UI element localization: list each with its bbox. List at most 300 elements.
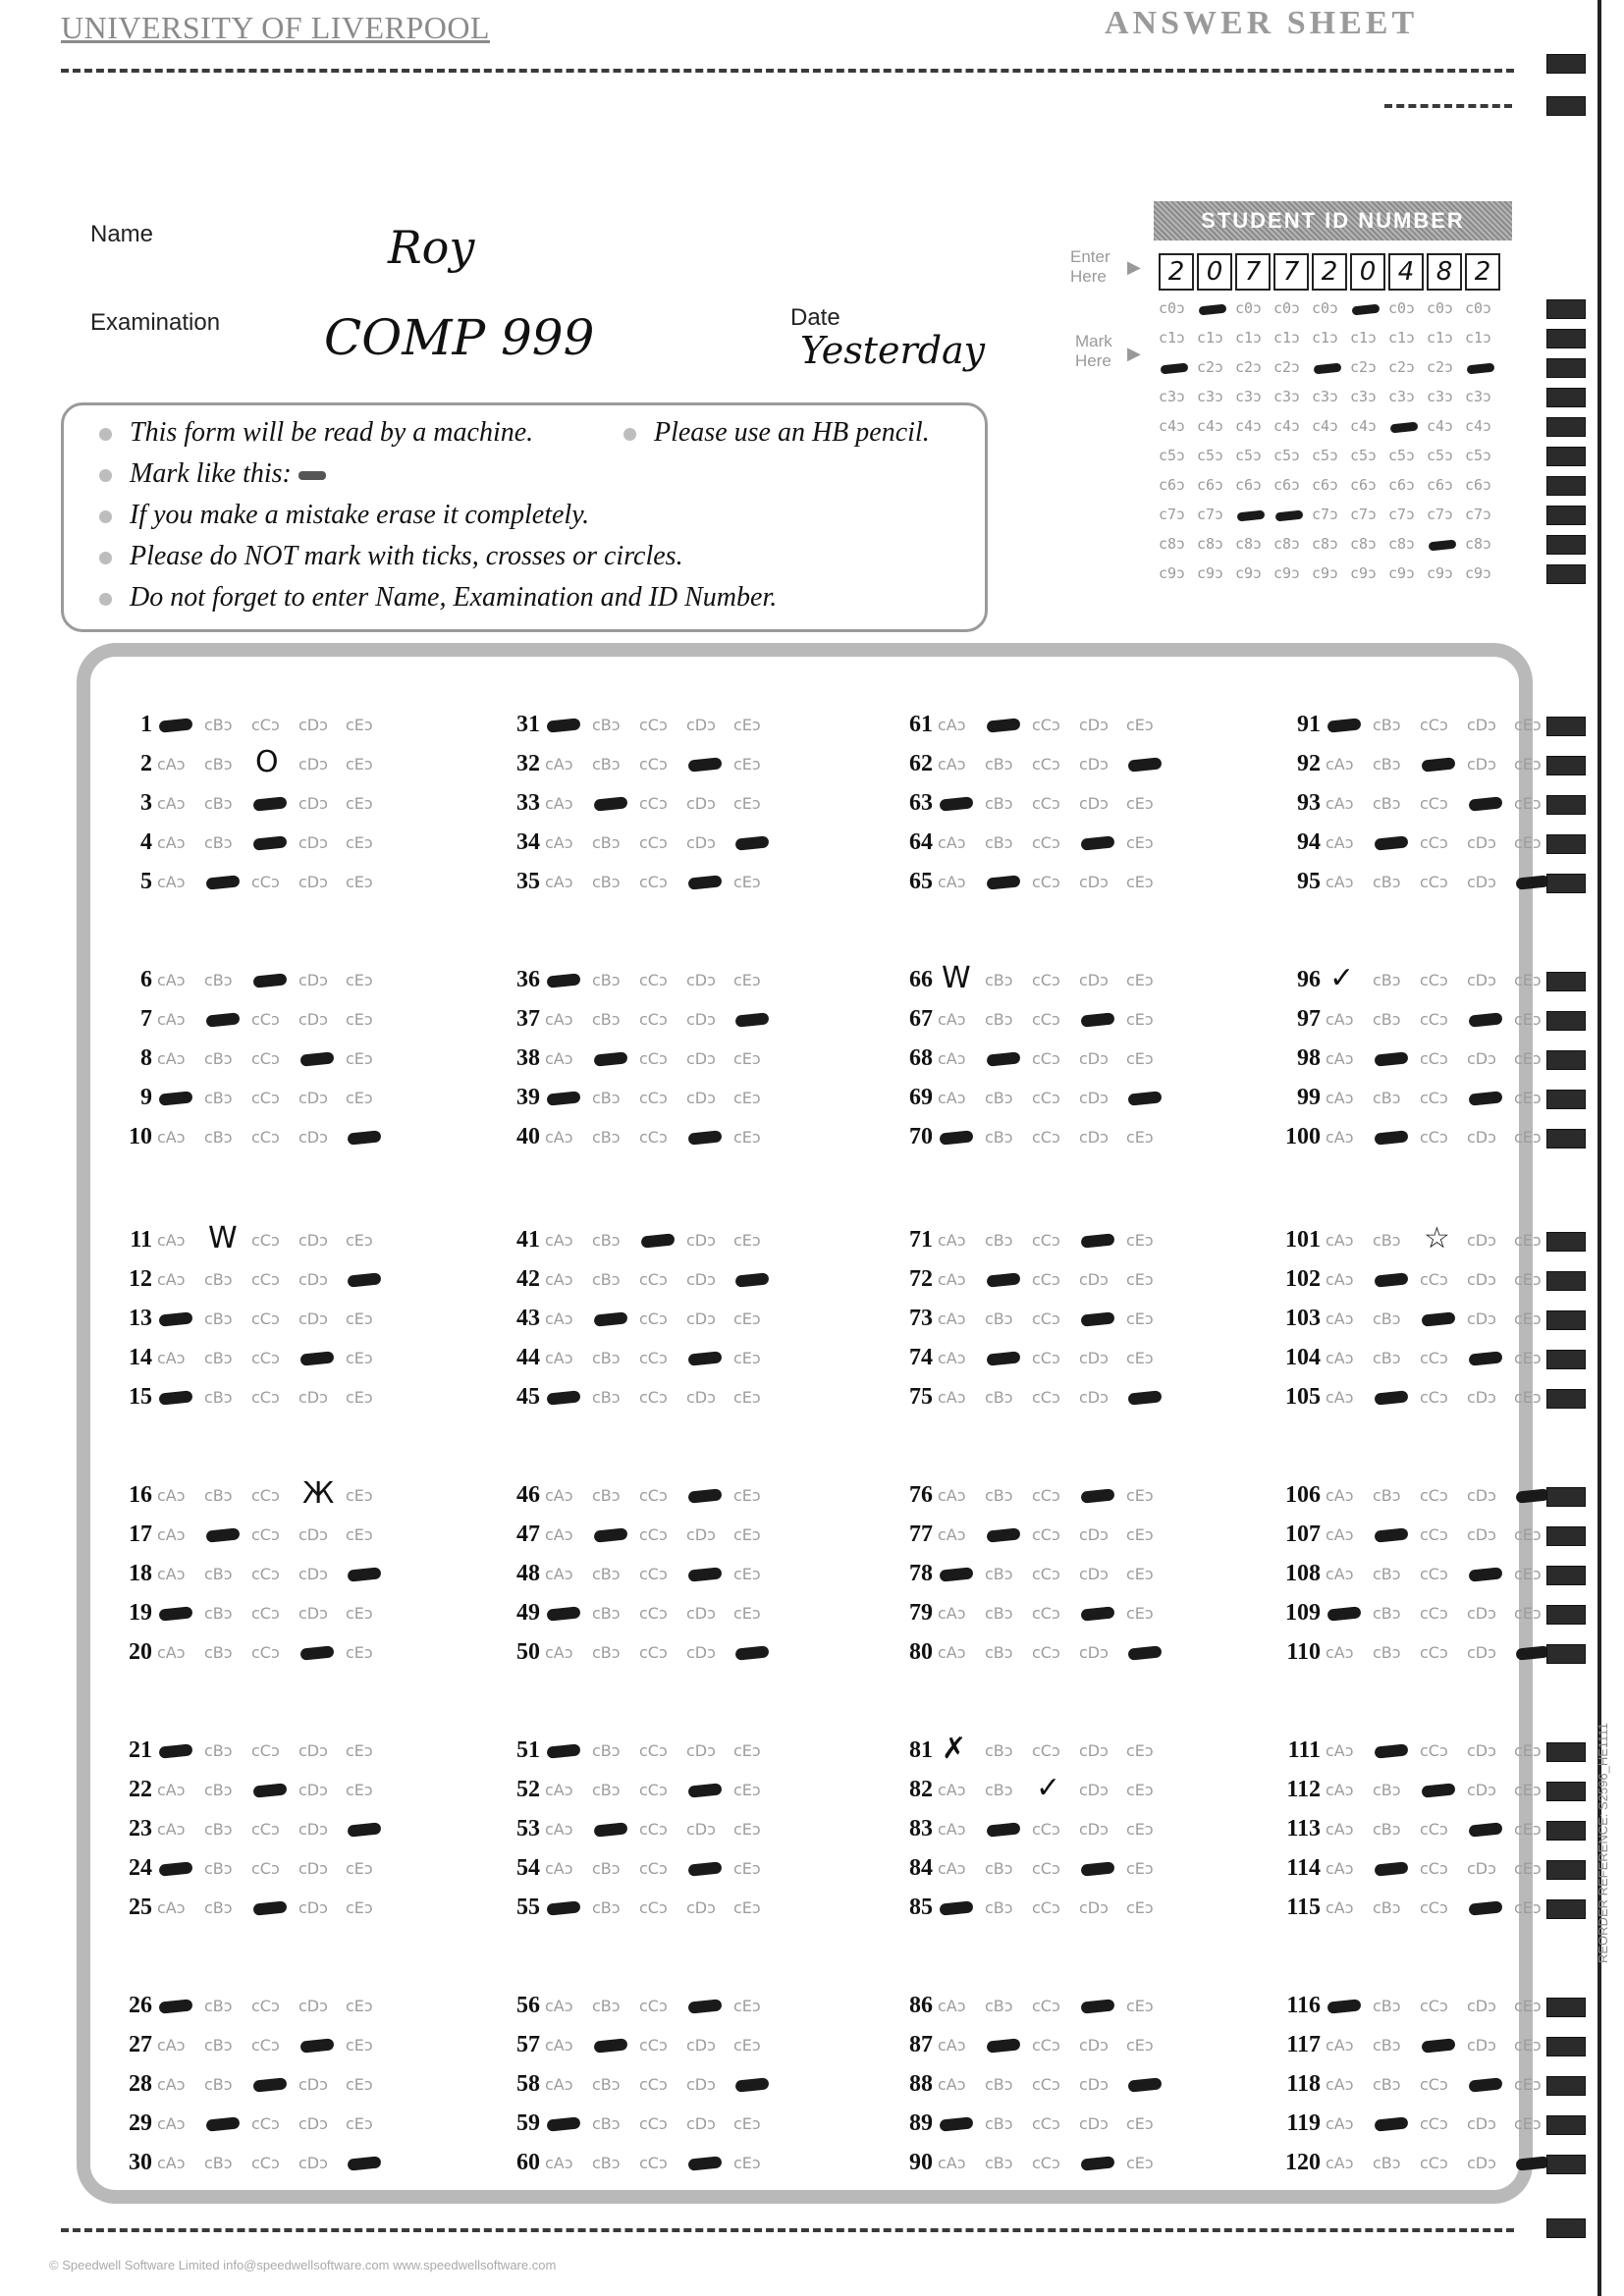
id-bubble[interactable]: c6ɔ	[1350, 476, 1378, 494]
answer-option-bubble[interactable]: cCɔ	[251, 2154, 280, 2172]
answer-option-bubble[interactable]: cEɔ	[733, 1997, 761, 2015]
answer-option-bubble[interactable]: cEɔ	[1126, 873, 1154, 891]
answer-option-bubble[interactable]: cEɔ	[1514, 1388, 1542, 1407]
answer-option-bubble[interactable]: cDɔ	[298, 755, 328, 774]
answer-option-bubble[interactable]: cCɔ	[1420, 1898, 1448, 1917]
answer-option-bubble[interactable]: cDɔ	[1079, 1898, 1109, 1917]
answer-filled-mark[interactable]	[1468, 796, 1502, 811]
answer-option-bubble[interactable]: cDɔ	[1467, 971, 1496, 989]
answer-option-bubble[interactable]: cAɔ	[157, 833, 186, 852]
answer-option-bubble[interactable]: cBɔ	[1373, 2075, 1401, 2094]
answer-option-bubble[interactable]: cBɔ	[592, 2114, 621, 2133]
answer-option-bubble[interactable]: cDɔ	[686, 2114, 716, 2133]
answer-option-bubble[interactable]: cBɔ	[985, 1309, 1013, 1328]
answer-option-bubble[interactable]: cBɔ	[592, 1486, 621, 1505]
answer-option-bubble[interactable]: cCɔ	[1420, 716, 1448, 734]
answer-option-bubble[interactable]: cAɔ	[545, 1049, 573, 1068]
id-bubble[interactable]: c5ɔ	[1388, 447, 1416, 464]
answer-filled-mark[interactable]	[1374, 1743, 1408, 1758]
answer-handwritten-symbol[interactable]: ✓	[1329, 961, 1355, 995]
answer-option-bubble[interactable]: cCɔ	[1420, 1010, 1448, 1029]
answer-option-bubble[interactable]: cBɔ	[592, 1128, 621, 1147]
id-digit-box[interactable]: 2	[1159, 253, 1194, 291]
answer-filled-mark[interactable]	[1515, 875, 1549, 889]
answer-option-bubble[interactable]: cBɔ	[985, 1089, 1013, 1107]
answer-option-bubble[interactable]: cAɔ	[1326, 1128, 1354, 1147]
id-bubble[interactable]: c7ɔ	[1388, 506, 1416, 523]
answer-option-bubble[interactable]: cAɔ	[545, 873, 573, 891]
answer-option-bubble[interactable]: cDɔ	[1079, 716, 1109, 734]
answer-option-bubble[interactable]: cCɔ	[1420, 1128, 1448, 1147]
answer-option-bubble[interactable]: cCɔ	[251, 1089, 280, 1107]
answer-option-bubble[interactable]: cBɔ	[204, 1781, 233, 1799]
answer-option-bubble[interactable]: cCɔ	[1420, 2114, 1448, 2133]
answer-option-bubble[interactable]: cEɔ	[1514, 2114, 1542, 2133]
answer-filled-mark[interactable]	[546, 1606, 580, 1621]
answer-option-bubble[interactable]: cAɔ	[938, 1231, 966, 1250]
answer-option-bubble[interactable]: cCɔ	[251, 2036, 280, 2055]
answer-filled-mark[interactable]	[1515, 1488, 1549, 1503]
answer-option-bubble[interactable]: cDɔ	[1467, 1781, 1496, 1799]
answer-option-bubble[interactable]: cCɔ	[1032, 2036, 1060, 2055]
answer-option-bubble[interactable]: cCɔ	[1032, 1604, 1060, 1623]
answer-filled-mark[interactable]	[546, 1900, 580, 1915]
id-bubble[interactable]: c9ɔ	[1465, 564, 1492, 582]
answer-filled-mark[interactable]	[158, 718, 192, 732]
answer-option-bubble[interactable]: cEɔ	[346, 873, 373, 891]
id-bubble[interactable]: c9ɔ	[1312, 564, 1339, 582]
answer-option-bubble[interactable]: cCɔ	[251, 1349, 280, 1367]
answer-filled-mark[interactable]	[1421, 757, 1455, 772]
answer-filled-mark[interactable]	[1127, 1390, 1162, 1405]
answer-option-bubble[interactable]: cAɔ	[1326, 2154, 1354, 2172]
answer-option-bubble[interactable]: cEɔ	[346, 1049, 373, 1068]
id-bubble[interactable]: c6ɔ	[1235, 476, 1263, 494]
answer-option-bubble[interactable]: cBɔ	[985, 1898, 1013, 1917]
answer-option-bubble[interactable]: cCɔ	[251, 1525, 280, 1544]
answer-option-bubble[interactable]: cEɔ	[1514, 1049, 1542, 1068]
answer-option-bubble[interactable]: cEɔ	[346, 1231, 373, 1250]
answer-option-bubble[interactable]: cDɔ	[686, 971, 716, 989]
answer-option-bubble[interactable]: cDɔ	[1079, 1781, 1109, 1799]
answer-option-bubble[interactable]: cAɔ	[157, 1010, 186, 1029]
answer-option-bubble[interactable]: cCɔ	[639, 1089, 668, 1107]
answer-option-bubble[interactable]: cDɔ	[298, 1089, 328, 1107]
answer-filled-mark[interactable]	[299, 1645, 334, 1660]
answer-option-bubble[interactable]: cDɔ	[298, 1010, 328, 1029]
answer-filled-mark[interactable]	[1127, 1091, 1162, 1105]
answer-filled-mark[interactable]	[687, 757, 722, 772]
answer-option-bubble[interactable]: cCɔ	[251, 1010, 280, 1029]
answer-filled-mark[interactable]	[252, 973, 287, 988]
id-bubble[interactable]: c5ɔ	[1350, 447, 1378, 464]
answer-option-bubble[interactable]: cDɔ	[686, 1525, 716, 1544]
answer-option-bubble[interactable]: cAɔ	[545, 1565, 573, 1583]
answer-option-bubble[interactable]: cBɔ	[204, 1049, 233, 1068]
answer-option-bubble[interactable]: cCɔ	[1420, 1270, 1448, 1289]
answer-filled-mark[interactable]	[986, 875, 1020, 889]
answer-option-bubble[interactable]: cEɔ	[1514, 755, 1542, 774]
answer-option-bubble[interactable]: cBɔ	[1373, 1309, 1401, 1328]
answer-option-bubble[interactable]: cDɔ	[298, 2154, 328, 2172]
answer-option-bubble[interactable]: cDɔ	[298, 1820, 328, 1839]
answer-handwritten-symbol[interactable]: W	[208, 1221, 238, 1255]
answer-option-bubble[interactable]: cCɔ	[251, 873, 280, 891]
answer-option-bubble[interactable]: cAɔ	[938, 2154, 966, 2172]
answer-option-bubble[interactable]: cEɔ	[733, 1486, 761, 1505]
answer-option-bubble[interactable]: cEɔ	[733, 2154, 761, 2172]
answer-option-bubble[interactable]: cAɔ	[1326, 1010, 1354, 1029]
answer-option-bubble[interactable]: cBɔ	[204, 794, 233, 813]
answer-option-bubble[interactable]: cEɔ	[1514, 1128, 1542, 1147]
id-bubble[interactable]: c3ɔ	[1312, 388, 1339, 405]
answer-option-bubble[interactable]: cCɔ	[1032, 1643, 1060, 1662]
answer-handwritten-symbol[interactable]: ✗	[942, 1732, 967, 1766]
answer-option-bubble[interactable]: cAɔ	[157, 1349, 186, 1367]
answer-option-bubble[interactable]: cEɔ	[1514, 1604, 1542, 1623]
answer-option-bubble[interactable]: cCɔ	[1032, 2154, 1060, 2172]
answer-option-bubble[interactable]: cCɔ	[1032, 873, 1060, 891]
answer-option-bubble[interactable]: cEɔ	[1126, 1604, 1154, 1623]
answer-option-bubble[interactable]: cCɔ	[639, 2114, 668, 2133]
answer-filled-mark[interactable]	[299, 2038, 334, 2053]
answer-filled-mark[interactable]	[1374, 1272, 1408, 1287]
answer-option-bubble[interactable]: cEɔ	[1126, 1309, 1154, 1328]
id-bubble[interactable]: c9ɔ	[1235, 564, 1263, 582]
answer-option-bubble[interactable]: cDɔ	[1079, 1089, 1109, 1107]
answer-option-bubble[interactable]: cBɔ	[592, 1741, 621, 1760]
id-digit-box[interactable]: 7	[1235, 253, 1271, 291]
id-bubble[interactable]: c7ɔ	[1197, 506, 1224, 523]
answer-option-bubble[interactable]: cAɔ	[157, 2075, 186, 2094]
answer-option-bubble[interactable]: cAɔ	[938, 873, 966, 891]
answer-filled-mark[interactable]	[687, 1861, 722, 1876]
id-bubble[interactable]: c4ɔ	[1159, 417, 1186, 435]
answer-option-bubble[interactable]: cAɔ	[938, 1049, 966, 1068]
answer-option-bubble[interactable]: cDɔ	[1467, 1231, 1496, 1250]
answer-option-bubble[interactable]: cBɔ	[592, 1781, 621, 1799]
answer-option-bubble[interactable]: cCɔ	[251, 716, 280, 734]
answer-option-bubble[interactable]: cBɔ	[204, 1128, 233, 1147]
answer-option-bubble[interactable]: cAɔ	[938, 755, 966, 774]
answer-option-bubble[interactable]: cBɔ	[204, 755, 233, 774]
answer-filled-mark[interactable]	[1515, 2156, 1549, 2170]
answer-option-bubble[interactable]: cEɔ	[1514, 716, 1542, 734]
answer-option-bubble[interactable]: cBɔ	[985, 971, 1013, 989]
answer-option-bubble[interactable]: cAɔ	[157, 1049, 186, 1068]
answer-filled-mark[interactable]	[158, 1743, 192, 1758]
answer-filled-mark[interactable]	[687, 1783, 722, 1797]
answer-filled-mark[interactable]	[734, 1012, 769, 1027]
exam-value[interactable]: COMP 999	[324, 309, 595, 366]
id-bubble[interactable]: c1ɔ	[1312, 329, 1339, 347]
id-digit-box[interactable]: 7	[1273, 253, 1309, 291]
answer-option-bubble[interactable]: cCɔ	[1032, 755, 1060, 774]
id-bubble[interactable]: c5ɔ	[1159, 447, 1186, 464]
answer-option-bubble[interactable]: cAɔ	[1326, 755, 1354, 774]
answer-option-bubble[interactable]: cCɔ	[639, 1997, 668, 2015]
answer-option-bubble[interactable]: cEɔ	[733, 1089, 761, 1107]
answer-option-bubble[interactable]: cDɔ	[686, 1010, 716, 1029]
answer-option-bubble[interactable]: cDɔ	[686, 1820, 716, 1839]
id-bubble[interactable]: c9ɔ	[1350, 564, 1378, 582]
answer-option-bubble[interactable]: cAɔ	[1326, 1309, 1354, 1328]
answer-filled-mark[interactable]	[986, 1527, 1020, 1542]
answer-option-bubble[interactable]: cCɔ	[639, 1525, 668, 1544]
answer-option-bubble[interactable]: cAɔ	[157, 873, 186, 891]
answer-option-bubble[interactable]: cAɔ	[938, 1388, 966, 1407]
answer-option-bubble[interactable]: cAɔ	[157, 1898, 186, 1917]
answer-option-bubble[interactable]: cEɔ	[1126, 1859, 1154, 1878]
answer-option-bubble[interactable]: cCɔ	[639, 716, 668, 734]
id-bubble[interactable]: c9ɔ	[1197, 564, 1224, 582]
answer-option-bubble[interactable]: cCɔ	[1032, 716, 1060, 734]
answer-option-bubble[interactable]: cAɔ	[157, 1565, 186, 1583]
id-bubble[interactable]: c1ɔ	[1427, 329, 1454, 347]
answer-option-bubble[interactable]: cBɔ	[1373, 1898, 1401, 1917]
answer-option-bubble[interactable]: cAɔ	[545, 1643, 573, 1662]
answer-option-bubble[interactable]: cDɔ	[1079, 2075, 1109, 2094]
answer-option-bubble[interactable]: cBɔ	[592, 2075, 621, 2094]
answer-option-bubble[interactable]: cEɔ	[346, 1604, 373, 1623]
answer-option-bubble[interactable]: cEɔ	[1514, 1565, 1542, 1583]
answer-option-bubble[interactable]: cCɔ	[639, 2154, 668, 2172]
answer-option-bubble[interactable]: cAɔ	[157, 755, 186, 774]
id-bubble[interactable]: c5ɔ	[1465, 447, 1492, 464]
answer-filled-mark[interactable]	[347, 1567, 381, 1581]
id-bubble[interactable]: c1ɔ	[1465, 329, 1492, 347]
answer-option-bubble[interactable]: cAɔ	[545, 1820, 573, 1839]
answer-option-bubble[interactable]: cCɔ	[251, 1128, 280, 1147]
answer-option-bubble[interactable]: cAɔ	[1326, 1049, 1354, 1068]
answer-filled-mark[interactable]	[252, 1900, 287, 1915]
answer-option-bubble[interactable]: cCɔ	[1420, 1486, 1448, 1505]
answer-option-bubble[interactable]: cBɔ	[204, 833, 233, 852]
answer-option-bubble[interactable]: cDɔ	[1467, 873, 1496, 891]
answer-option-bubble[interactable]: cDɔ	[686, 1643, 716, 1662]
answer-option-bubble[interactable]: cBɔ	[204, 1741, 233, 1760]
id-bubble[interactable]: c3ɔ	[1350, 388, 1378, 405]
answer-option-bubble[interactable]: cBɔ	[204, 1997, 233, 2015]
answer-option-bubble[interactable]: cBɔ	[985, 1741, 1013, 1760]
answer-filled-mark[interactable]	[1421, 2038, 1455, 2053]
answer-option-bubble[interactable]: cCɔ	[639, 1309, 668, 1328]
answer-option-bubble[interactable]: cEɔ	[733, 1604, 761, 1623]
id-bubble[interactable]: c8ɔ	[1235, 535, 1263, 553]
id-bubble[interactable]: c8ɔ	[1159, 535, 1186, 553]
answer-filled-mark[interactable]	[986, 1272, 1020, 1287]
answer-option-bubble[interactable]: cEɔ	[1514, 1898, 1542, 1917]
id-bubble[interactable]: c2ɔ	[1350, 358, 1378, 376]
answer-option-bubble[interactable]: cAɔ	[157, 1781, 186, 1799]
answer-option-bubble[interactable]: cDɔ	[686, 1604, 716, 1623]
answer-option-bubble[interactable]: cDɔ	[1079, 1643, 1109, 1662]
id-bubble[interactable]: c4ɔ	[1235, 417, 1263, 435]
answer-option-bubble[interactable]: cEɔ	[346, 1997, 373, 2015]
answer-option-bubble[interactable]: cAɔ	[938, 2036, 966, 2055]
answer-option-bubble[interactable]: cBɔ	[1373, 2154, 1401, 2172]
id-digit-box[interactable]: 8	[1427, 253, 1462, 291]
answer-option-bubble[interactable]: cBɔ	[985, 1010, 1013, 1029]
answer-option-bubble[interactable]: cCɔ	[639, 794, 668, 813]
id-bubble[interactable]: c6ɔ	[1427, 476, 1454, 494]
id-bubble[interactable]: c0ɔ	[1312, 299, 1339, 317]
answer-option-bubble[interactable]: cDɔ	[1079, 1565, 1109, 1583]
answer-option-bubble[interactable]: cDɔ	[686, 1741, 716, 1760]
answer-option-bubble[interactable]: cDɔ	[1079, 1270, 1109, 1289]
answer-option-bubble[interactable]: cCɔ	[639, 1820, 668, 1839]
answer-option-bubble[interactable]: cCɔ	[251, 1388, 280, 1407]
answer-option-bubble[interactable]: cBɔ	[204, 1859, 233, 1878]
answer-option-bubble[interactable]: cAɔ	[1326, 2114, 1354, 2133]
id-bubble[interactable]: c3ɔ	[1235, 388, 1263, 405]
answer-option-bubble[interactable]: cEɔ	[346, 716, 373, 734]
answer-option-bubble[interactable]: cDɔ	[298, 1388, 328, 1407]
answer-option-bubble[interactable]: cDɔ	[1079, 873, 1109, 891]
answer-option-bubble[interactable]: cAɔ	[157, 1820, 186, 1839]
id-bubble[interactable]: c1ɔ	[1388, 329, 1416, 347]
answer-option-bubble[interactable]: cCɔ	[1032, 1049, 1060, 1068]
answer-option-bubble[interactable]: cBɔ	[204, 1643, 233, 1662]
answer-option-bubble[interactable]: cAɔ	[157, 1486, 186, 1505]
answer-option-bubble[interactable]: cEɔ	[1514, 1089, 1542, 1107]
answer-filled-mark[interactable]	[986, 718, 1020, 732]
answer-option-bubble[interactable]: cEɔ	[1126, 1049, 1154, 1068]
answer-option-bubble[interactable]: cEɔ	[733, 1231, 761, 1250]
answer-option-bubble[interactable]: cAɔ	[1326, 1820, 1354, 1839]
answer-option-bubble[interactable]: cBɔ	[204, 971, 233, 989]
id-bubble[interactable]: c7ɔ	[1159, 506, 1186, 523]
answer-option-bubble[interactable]: cAɔ	[1326, 1231, 1354, 1250]
answer-handwritten-symbol[interactable]: ☆	[1424, 1221, 1450, 1255]
answer-option-bubble[interactable]: cCɔ	[1420, 1604, 1448, 1623]
answer-option-bubble[interactable]: cEɔ	[1126, 2114, 1154, 2133]
answer-option-bubble[interactable]: cDɔ	[298, 1859, 328, 1878]
answer-filled-mark[interactable]	[1468, 1567, 1502, 1581]
name-value[interactable]: Roy	[388, 221, 475, 274]
answer-filled-mark[interactable]	[546, 1743, 580, 1758]
answer-option-bubble[interactable]: cEɔ	[733, 716, 761, 734]
answer-option-bubble[interactable]: cBɔ	[592, 716, 621, 734]
answer-filled-mark[interactable]	[1326, 1999, 1361, 2013]
answer-option-bubble[interactable]: cEɔ	[733, 1859, 761, 1878]
id-bubble[interactable]: c6ɔ	[1465, 476, 1492, 494]
answer-option-bubble[interactable]: cDɔ	[686, 2075, 716, 2094]
answer-option-bubble[interactable]: cDɔ	[1079, 1525, 1109, 1544]
answer-option-bubble[interactable]: cDɔ	[1467, 2114, 1496, 2133]
answer-option-bubble[interactable]: cDɔ	[1467, 1049, 1496, 1068]
answer-filled-mark[interactable]	[158, 1311, 192, 1326]
answer-option-bubble[interactable]: cCɔ	[251, 1270, 280, 1289]
answer-option-bubble[interactable]: cDɔ	[1079, 1388, 1109, 1407]
answer-option-bubble[interactable]: cAɔ	[545, 2036, 573, 2055]
answer-option-bubble[interactable]: cDɔ	[1467, 1388, 1496, 1407]
answer-option-bubble[interactable]: cBɔ	[204, 2154, 233, 2172]
answer-option-bubble[interactable]: cEɔ	[346, 2036, 373, 2055]
answer-option-bubble[interactable]: cDɔ	[298, 716, 328, 734]
answer-option-bubble[interactable]: cCɔ	[251, 1231, 280, 1250]
answer-option-bubble[interactable]: cEɔ	[346, 971, 373, 989]
answer-option-bubble[interactable]: cEɔ	[733, 1781, 761, 1799]
answer-option-bubble[interactable]: cBɔ	[592, 1089, 621, 1107]
answer-option-bubble[interactable]: cEɔ	[346, 1388, 373, 1407]
answer-option-bubble[interactable]: cDɔ	[298, 2075, 328, 2094]
answer-option-bubble[interactable]: cEɔ	[1514, 833, 1542, 852]
answer-option-bubble[interactable]: cEɔ	[1514, 971, 1542, 989]
answer-option-bubble[interactable]: cBɔ	[985, 1781, 1013, 1799]
answer-option-bubble[interactable]: cAɔ	[1326, 1349, 1354, 1367]
answer-option-bubble[interactable]: cEɔ	[1126, 1898, 1154, 1917]
answer-filled-mark[interactable]	[252, 1783, 287, 1797]
answer-option-bubble[interactable]: cCɔ	[1032, 2114, 1060, 2133]
answer-option-bubble[interactable]: cEɔ	[733, 1309, 761, 1328]
answer-option-bubble[interactable]: cEɔ	[1126, 1349, 1154, 1367]
answer-option-bubble[interactable]: cEɔ	[1126, 794, 1154, 813]
answer-filled-mark[interactable]	[593, 1822, 627, 1837]
answer-option-bubble[interactable]: cEɔ	[733, 1525, 761, 1544]
answer-filled-mark[interactable]	[347, 1130, 381, 1145]
answer-option-bubble[interactable]: cAɔ	[1326, 1781, 1354, 1799]
id-bubble[interactable]: c2ɔ	[1388, 358, 1416, 376]
answer-filled-mark[interactable]	[1080, 1488, 1114, 1503]
answer-option-bubble[interactable]: cBɔ	[985, 1231, 1013, 1250]
answer-option-bubble[interactable]: cAɔ	[157, 1270, 186, 1289]
answer-option-bubble[interactable]: cAɔ	[1326, 2036, 1354, 2055]
answer-filled-mark[interactable]	[1080, 1999, 1114, 2013]
answer-option-bubble[interactable]: cBɔ	[592, 1349, 621, 1367]
answer-option-bubble[interactable]: cBɔ	[204, 1604, 233, 1623]
answer-option-bubble[interactable]: cCɔ	[1032, 1231, 1060, 1250]
answer-option-bubble[interactable]: cDɔ	[1079, 1820, 1109, 1839]
answer-option-bubble[interactable]: cDɔ	[686, 2036, 716, 2055]
answer-filled-mark[interactable]	[158, 1091, 192, 1105]
answer-option-bubble[interactable]: cBɔ	[1373, 1010, 1401, 1029]
answer-option-bubble[interactable]: cEɔ	[1126, 1820, 1154, 1839]
answer-filled-mark[interactable]	[1374, 1051, 1408, 1066]
answer-option-bubble[interactable]: cCɔ	[1032, 1309, 1060, 1328]
answer-option-bubble[interactable]: cEɔ	[733, 1128, 761, 1147]
id-bubble[interactable]: c8ɔ	[1273, 535, 1301, 553]
answer-option-bubble[interactable]: cBɔ	[1373, 716, 1401, 734]
answer-option-bubble[interactable]: cAɔ	[545, 1010, 573, 1029]
answer-option-bubble[interactable]: cAɔ	[938, 1270, 966, 1289]
answer-option-bubble[interactable]: cCɔ	[639, 1349, 668, 1367]
id-bubble[interactable]: c0ɔ	[1427, 299, 1454, 317]
answer-option-bubble[interactable]: cBɔ	[985, 1997, 1013, 2015]
answer-option-bubble[interactable]: cCɔ	[639, 1388, 668, 1407]
answer-option-bubble[interactable]: cAɔ	[938, 1525, 966, 1544]
answer-option-bubble[interactable]: cDɔ	[686, 833, 716, 852]
answer-option-bubble[interactable]: cEɔ	[1514, 1820, 1542, 1839]
answer-option-bubble[interactable]: cBɔ	[592, 1565, 621, 1583]
answer-option-bubble[interactable]: cBɔ	[204, 1388, 233, 1407]
id-bubble[interactable]: c3ɔ	[1388, 388, 1416, 405]
answer-filled-mark[interactable]	[593, 1527, 627, 1542]
answer-option-bubble[interactable]: cEɔ	[733, 1388, 761, 1407]
id-bubble[interactable]: c4ɔ	[1312, 417, 1339, 435]
answer-option-bubble[interactable]: cEɔ	[1126, 1997, 1154, 2015]
answer-option-bubble[interactable]: cBɔ	[204, 1486, 233, 1505]
answer-option-bubble[interactable]: cDɔ	[298, 1309, 328, 1328]
answer-option-bubble[interactable]: cBɔ	[985, 2114, 1013, 2133]
answer-option-bubble[interactable]: cDɔ	[686, 1049, 716, 1068]
answer-option-bubble[interactable]: cCɔ	[1420, 1643, 1448, 1662]
answer-filled-mark[interactable]	[986, 1351, 1020, 1365]
answer-option-bubble[interactable]: cAɔ	[938, 1859, 966, 1878]
answer-option-bubble[interactable]: cAɔ	[545, 1997, 573, 2015]
id-bubble[interactable]: c9ɔ	[1273, 564, 1301, 582]
answer-option-bubble[interactable]: cCɔ	[1420, 833, 1448, 852]
